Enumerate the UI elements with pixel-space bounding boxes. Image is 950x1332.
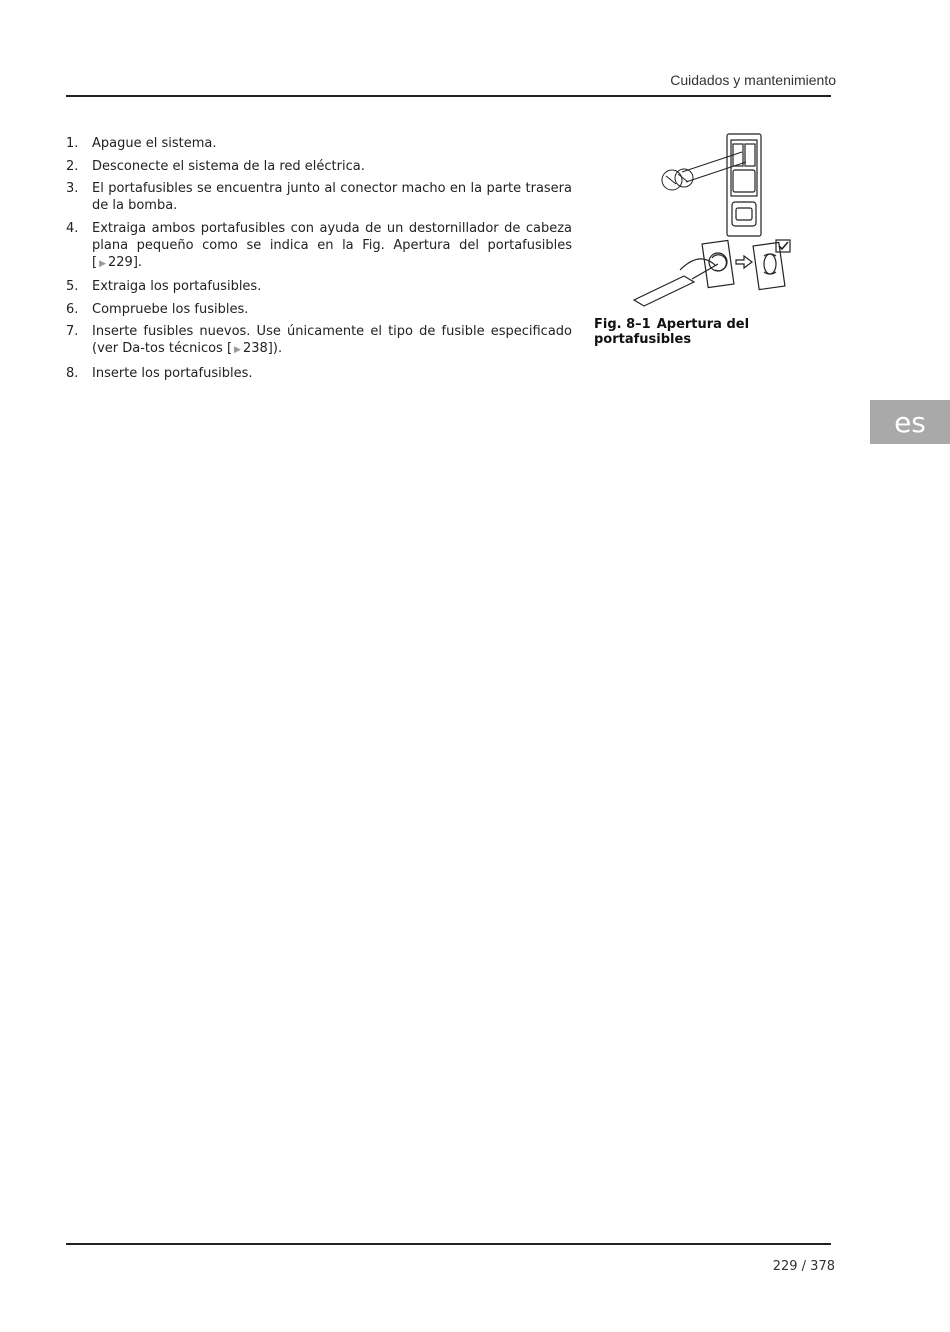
footer-divider: [66, 1243, 831, 1245]
list-item: [66, 180, 572, 214]
step-number: 7.: [66, 324, 79, 339]
step-text: Desconecte el sistema de la red eléctrica.: [92, 158, 365, 174]
list-item: [66, 135, 572, 152]
figure-caption: [594, 317, 824, 347]
step-number: 4.: [66, 220, 79, 236]
figure-label: Fig. 8–1: [594, 317, 651, 332]
instruction-list: [66, 135, 572, 387]
figure: [594, 130, 824, 347]
language-tab: es: [870, 400, 950, 444]
step-number: 8.: [66, 365, 79, 381]
list-item: [66, 301, 572, 318]
fuse-holder-illustration: [632, 130, 802, 312]
header-title: Cuidados y mantenimiento: [670, 72, 836, 88]
cross-reference-link[interactable]: 238: [242, 341, 268, 356]
step-number: 3.: [66, 181, 79, 196]
step-number: 6.: [66, 301, 79, 317]
step-text-end: ]).: [267, 341, 283, 356]
step-number: 2.: [66, 158, 79, 174]
step-text: El portafusibles se encuentra junto al conector macho en la parte trasera de la bomba.: [92, 181, 572, 213]
triangle-right-icon: ▶: [99, 258, 106, 269]
triangle-right-icon: ▶: [234, 345, 241, 355]
list-item: [66, 278, 572, 295]
step-text: Inserte los portafusibles.: [92, 365, 253, 381]
cross-reference-link[interactable]: 229: [108, 254, 133, 270]
step-text-main: Inserte fusibles nuevos. Use únicamente el tipo de fusible especificado (ver Da-tos técnicos [: [92, 324, 572, 356]
step-text: [92, 323, 572, 359]
step-text: [92, 220, 572, 273]
step-text-end: ].: [132, 254, 143, 270]
step-number: 1.: [66, 136, 79, 151]
page-number: 229 / 378: [772, 1259, 835, 1274]
header-divider: [66, 95, 831, 97]
list-item: [66, 220, 572, 273]
step-text: Compruebe los fusibles.: [92, 301, 249, 317]
list-item: [66, 158, 572, 175]
figure-title: Apertura del portafusibles: [594, 317, 750, 347]
list-item: [66, 323, 572, 359]
step-text-main: Extraiga ambos portafusibles con ayuda de un destornillador de cabeza plana pequeño como se indica en la Fig. Apertura del portafusibles [: [92, 220, 572, 270]
step-text: Extraiga los portafusibles.: [92, 279, 262, 294]
step-number: 5.: [66, 279, 79, 294]
list-item: [66, 365, 572, 382]
step-text: Apague el sistema.: [92, 136, 217, 151]
